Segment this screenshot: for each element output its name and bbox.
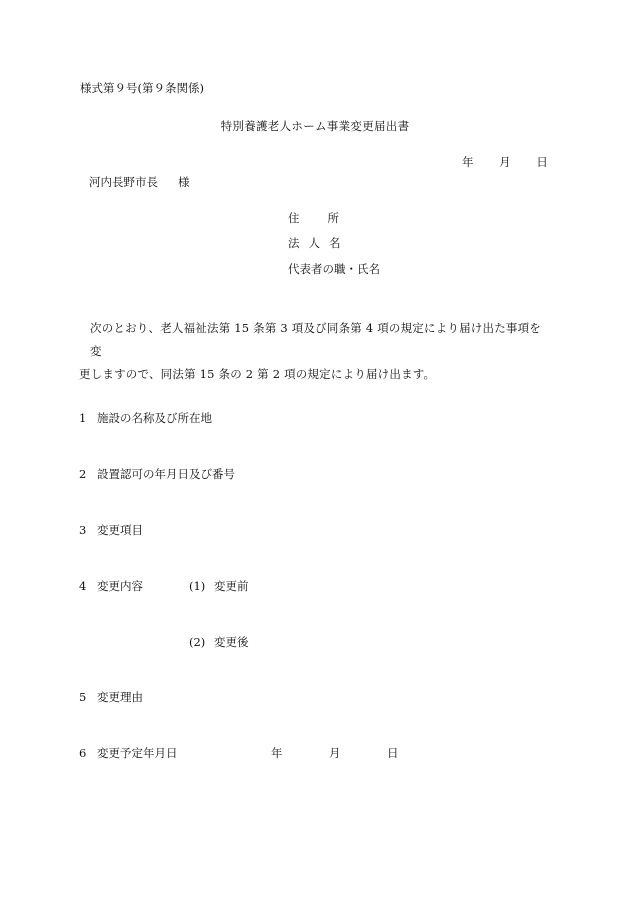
document-title: 特別養護老人ホーム事業変更届出書 xyxy=(220,119,410,133)
addressee-name: 河内長野市長 xyxy=(89,175,158,189)
scheduled-year-label: 年 xyxy=(271,746,283,760)
body-line-2: 更しますので、同法第 15 条の 2 第 2 項の規定により届け出ます。 xyxy=(79,367,436,381)
corp-label-part2: 人 xyxy=(308,236,320,250)
item-label: 設置認可の年月日及び番号 xyxy=(97,467,235,481)
corporation-name-label xyxy=(288,236,341,250)
scheduled-month-label: 月 xyxy=(329,746,341,760)
address-field-label xyxy=(288,211,339,225)
item-change-reason xyxy=(79,690,143,704)
day-label: 日 xyxy=(536,155,548,169)
addressee xyxy=(89,175,190,189)
subitem-number: (2) xyxy=(189,635,206,649)
address-label-part1: 住 xyxy=(288,211,300,225)
item-number: 4 xyxy=(79,579,87,593)
subitem-before-change xyxy=(189,579,249,593)
address-label-part2: 所 xyxy=(327,211,339,225)
item-label: 変更予定年月日 xyxy=(97,746,178,760)
representative-label: 代表者の職・氏名 xyxy=(288,262,380,276)
form-number: 様式第９号(第９条関係) xyxy=(80,81,204,95)
item-change-contents xyxy=(79,579,249,593)
subitem-number: (1) xyxy=(189,579,206,593)
body-line-1: 次のとおり、老人福祉法第 15 条第 3 項及び同条第 4 項の規定により届け出た事項を変 xyxy=(90,321,541,358)
subitem-label: 変更前 xyxy=(214,579,249,593)
item-change-items xyxy=(79,523,143,537)
item-number: 2 xyxy=(79,467,87,481)
item-number: 3 xyxy=(79,523,87,537)
date-line xyxy=(462,155,548,169)
corp-label-part3: 名 xyxy=(329,236,341,250)
item-label: 施設の名称及び所在地 xyxy=(97,411,212,425)
item-label: 変更内容 xyxy=(97,579,143,593)
month-label: 月 xyxy=(499,155,511,169)
item-facility-name xyxy=(79,411,212,425)
corp-label-part1: 法 xyxy=(288,236,300,250)
item-label: 変更項目 xyxy=(97,523,143,537)
subitem-label: 変更後 xyxy=(214,635,249,649)
addressee-honorific: 様 xyxy=(178,175,190,189)
notification-body xyxy=(79,317,551,386)
item-label: 変更理由 xyxy=(97,690,143,704)
item-number: 1 xyxy=(79,411,87,425)
item-number: 6 xyxy=(79,746,87,760)
item-scheduled-change-date xyxy=(79,746,399,760)
scheduled-day-label: 日 xyxy=(387,746,399,760)
year-label: 年 xyxy=(462,155,474,169)
item-approval-date xyxy=(79,467,235,481)
subitem-after-change xyxy=(189,635,249,649)
item-number: 5 xyxy=(79,690,87,704)
